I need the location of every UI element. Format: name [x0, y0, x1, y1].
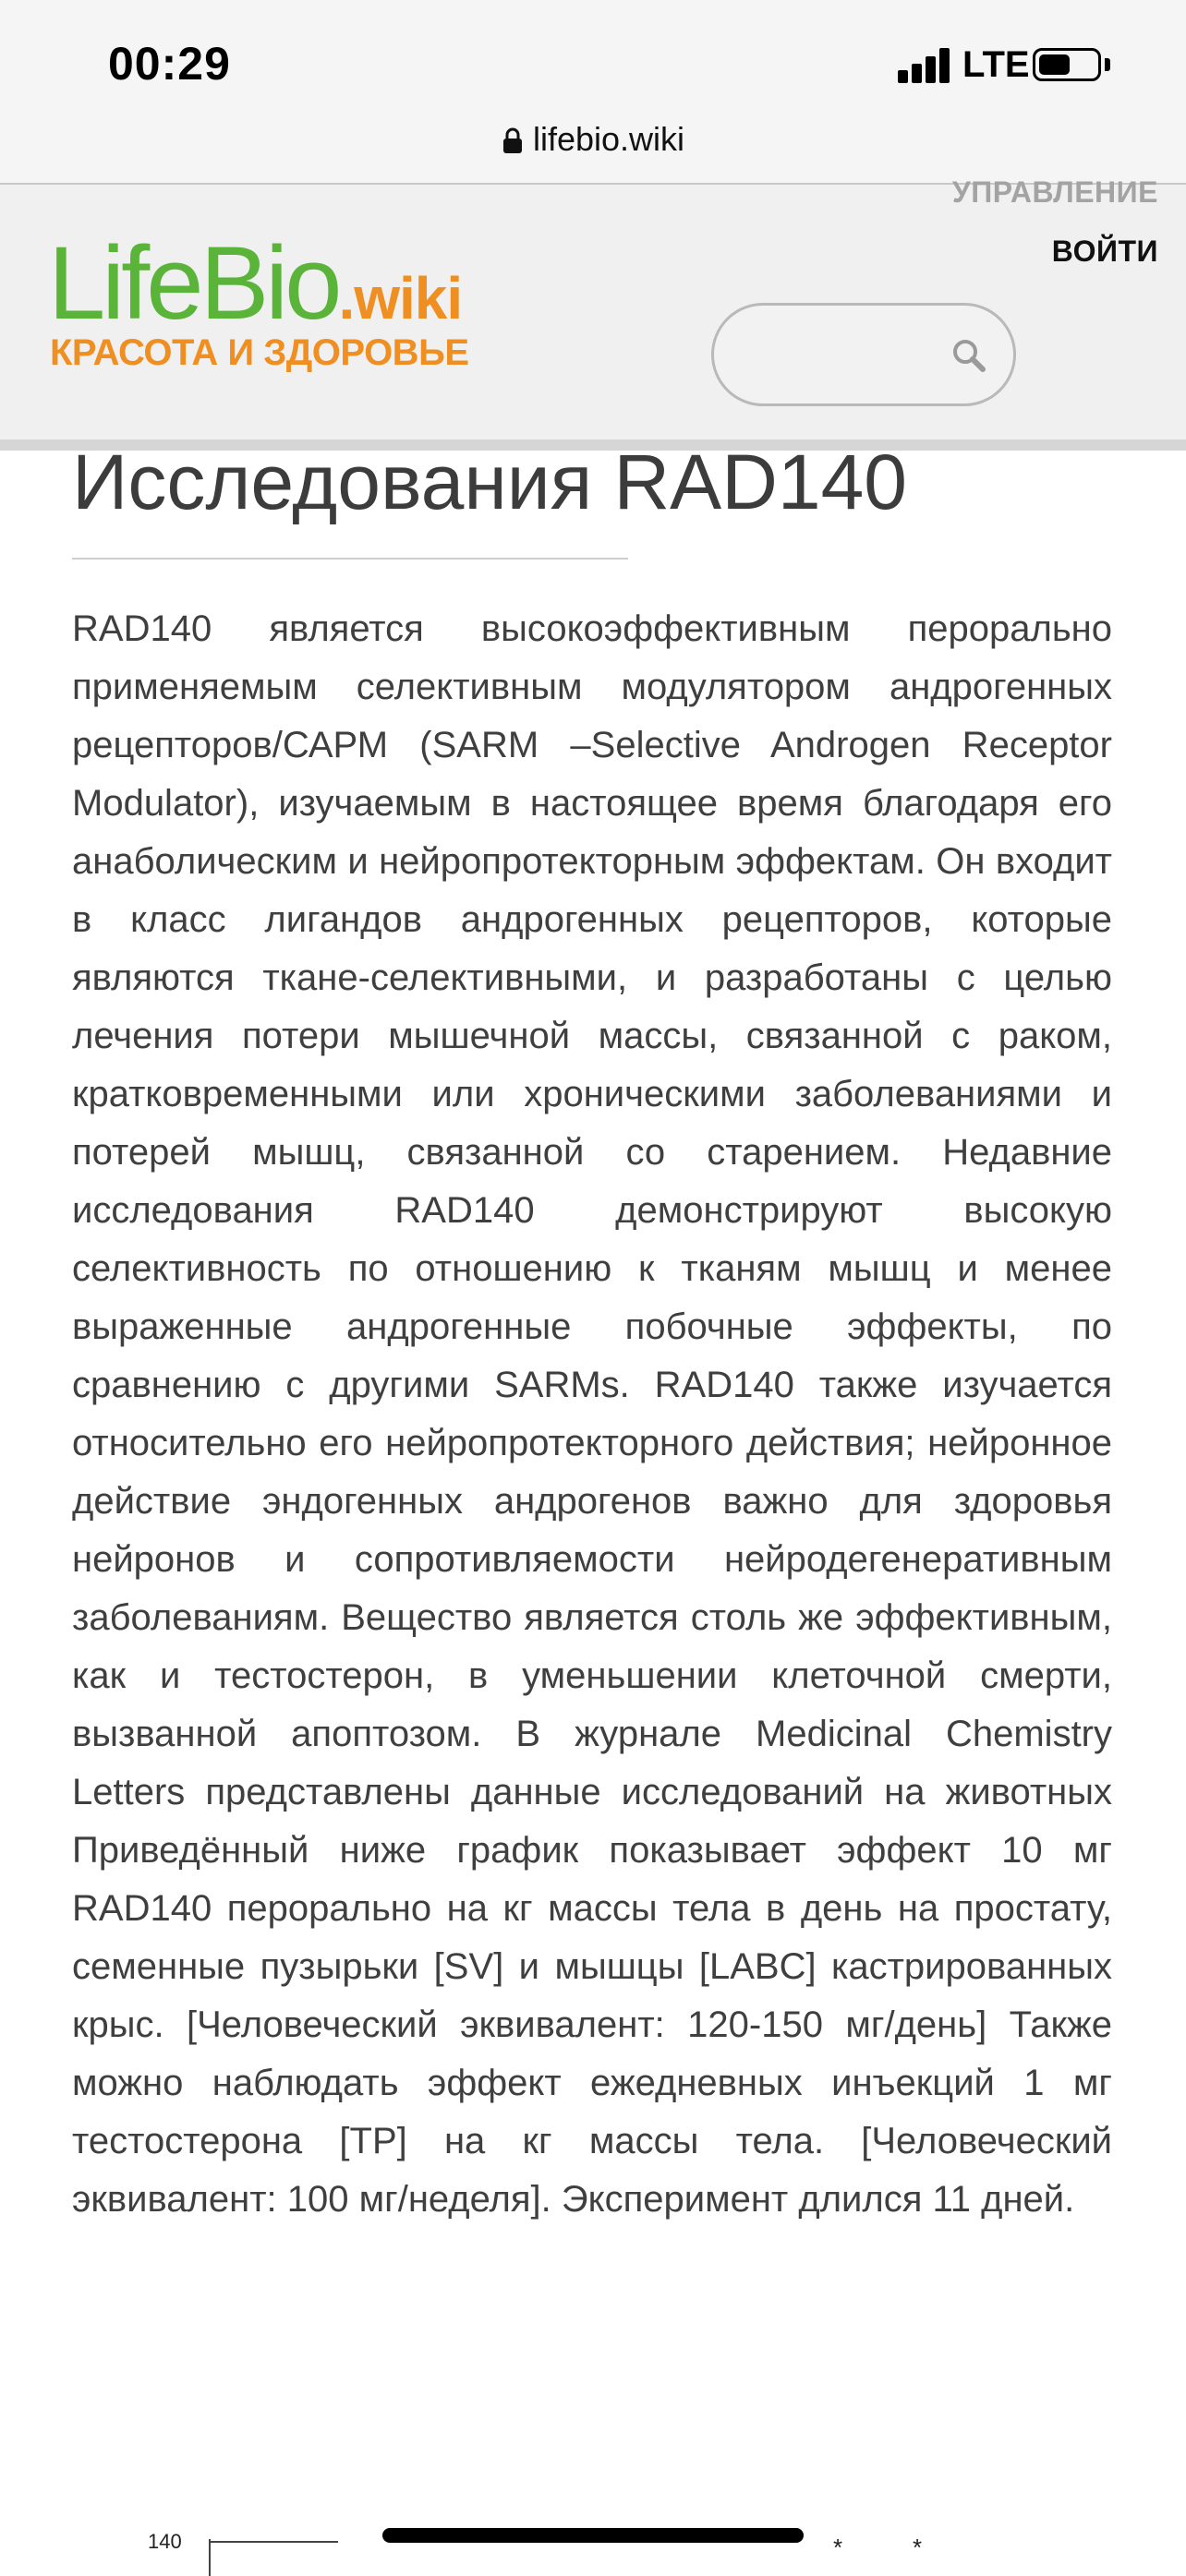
- battery-cap: [1105, 58, 1110, 71]
- title-divider: [72, 558, 628, 560]
- article-body: RAD140 является высокоэффективным перорально применяемым селективным модулятором андрогенных рецепторов/САРМ (SARM –Selective Androgen Receptor Modulator), изучаемым в настоящее время благодаря его анаболическим и нейропротекторным эффектам. Он входит в класс лигандов андрогенных рецепторов, которые являются ткане-селективными, и разработаны с целью лечения потери мышечной массы, связанной с раком, кратковременными или хроническими заболеваниями и потерей мышц, связанной со старением. Недавние исследования RAD140 демонстрируют высокую селективность по отношению к тканям мышц и менее выраженные андрогенные побочные эффекты, по сравнению с другими SARMs. RAD140 также изучается относительно его нейропротекторного действия; нейронное действие эндогенных андрогенов важно для здоровья нейронов и сопротивляемости нейродегенеративным заболеваниям. Вещество является столь же эффективным, как и тестостерон, в уменьшении клеточной смерти, вызванной апоптозом. В журнале Medicinal Chemistry Letters представлены данные исследований на животных Приведённый ниже график показывает эффект 10 мг RAD140 перорально на кг массы тела в день на простату, семенные пузырьки [SV] и мышцы [LABC] кастрированных крыс. [Человеческий эквивалент: 120-150 мг/день] Также можно наблюдать эффект ежедневных инъекций 1 мг тестостерона [TP] на кг массы тела. [Человеческий эквивалент: 100 мг/неделя]. Эксперимент длился 11 дней.: [72, 608, 1112, 2220]
- chart-significance-marker: *: [913, 2534, 923, 2561]
- logo-tagline: КРАСОТА И ЗДОРОВЬЕ: [50, 332, 469, 373]
- battery-icon: [1033, 48, 1101, 81]
- status-time: 00:29: [108, 38, 231, 90]
- chart-y-tick-label: 140: [148, 2530, 182, 2553]
- search-icon[interactable]: [950, 337, 987, 374]
- address-bar[interactable]: [0, 111, 1186, 185]
- url-text: lifebio.wiki: [532, 120, 685, 158]
- signal-strength-icon: [898, 46, 953, 83]
- site-header: [0, 175, 1186, 451]
- home-indicator[interactable]: [382, 2528, 804, 2543]
- login-link[interactable]: ВОЙТИ: [1051, 235, 1158, 268]
- page-title: Исследования RAD140: [72, 439, 908, 525]
- manage-link[interactable]: УПРАВЛЕНИЕ: [951, 175, 1158, 209]
- search-box[interactable]: [711, 303, 1016, 406]
- chart-top-line: [209, 2541, 338, 2543]
- search-input[interactable]: [740, 330, 928, 381]
- network-type: LTE: [962, 44, 1030, 85]
- chart-y-axis: [209, 2539, 211, 2576]
- logo-main-text: LifeBio: [48, 225, 339, 341]
- battery-level: [1039, 54, 1070, 75]
- lock-icon: [502, 126, 524, 154]
- logo-tld-text: .wiki: [338, 265, 463, 331]
- logo-wordmark: [48, 223, 462, 343]
- chart-significance-marker: *: [833, 2534, 843, 2561]
- site-logo[interactable]: [48, 223, 547, 380]
- url-display[interactable]: [0, 120, 1186, 159]
